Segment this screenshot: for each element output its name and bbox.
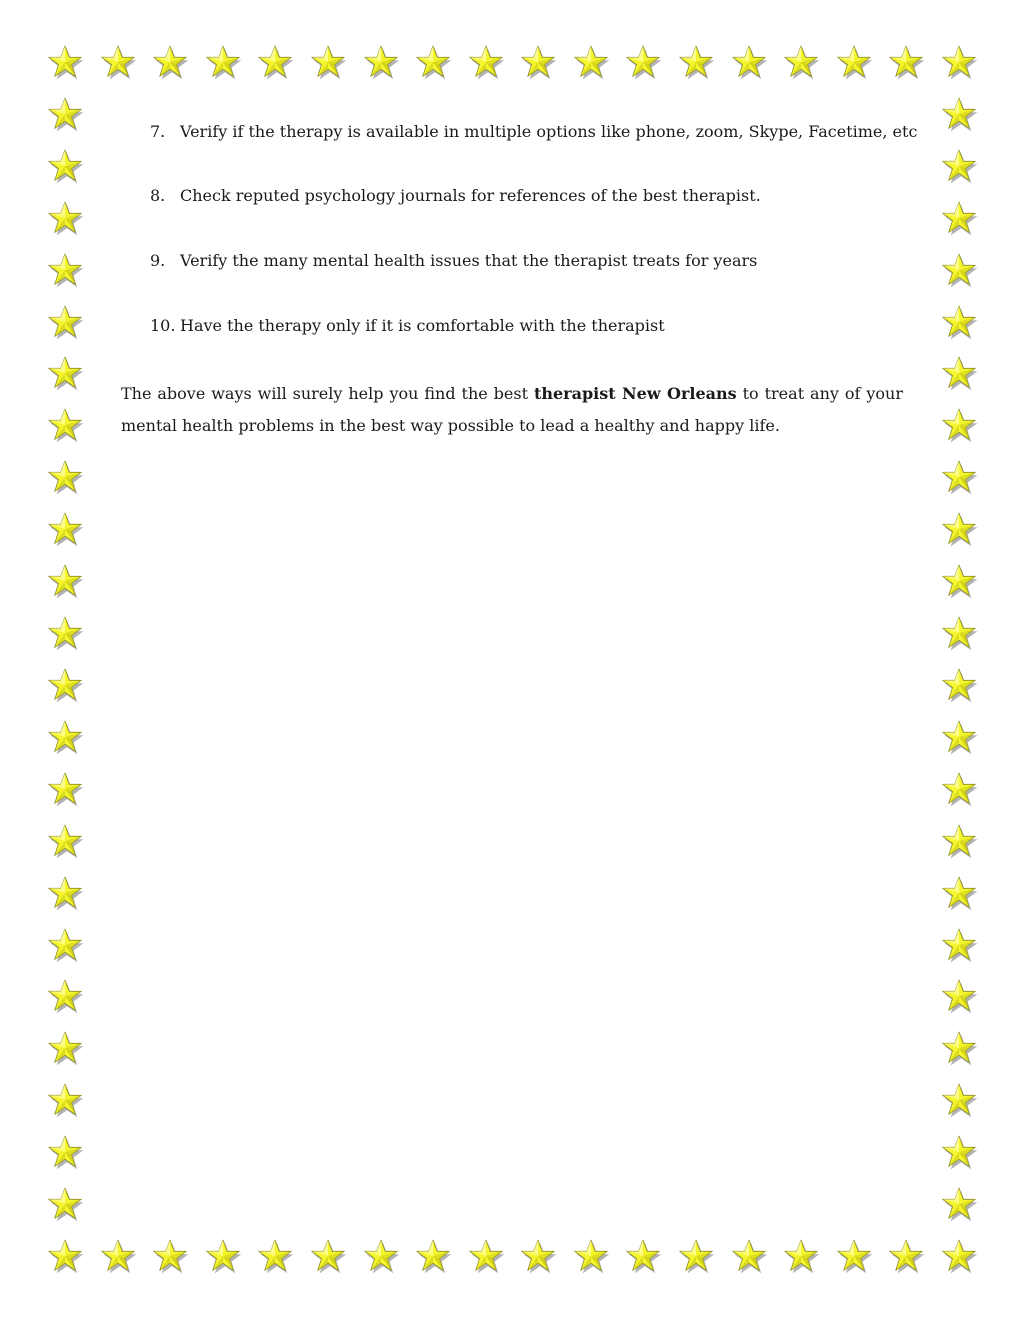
star-icon xyxy=(43,718,87,762)
star-icon xyxy=(727,43,771,87)
star-icon xyxy=(43,458,87,502)
star-icon xyxy=(884,43,928,87)
star-icon xyxy=(832,1237,876,1281)
list-text: Have the therapy only if it is comfortable with the therapist xyxy=(180,316,665,335)
star-icon xyxy=(306,43,350,87)
star-icon xyxy=(148,43,192,87)
star-icon xyxy=(937,926,981,970)
star-icon xyxy=(43,354,87,398)
star-icon xyxy=(43,926,87,970)
star-icon xyxy=(43,770,87,814)
star-icon xyxy=(43,406,87,450)
star-icon xyxy=(937,822,981,866)
star-icon xyxy=(937,1029,981,1073)
star-icon xyxy=(43,147,87,191)
star-icon xyxy=(884,1237,928,1281)
star-icon xyxy=(621,1237,665,1281)
star-icon xyxy=(43,199,87,243)
list-number: 10. xyxy=(150,316,176,335)
paragraph-text-before: The above ways will surely help you find the best xyxy=(121,384,534,403)
star-icon xyxy=(937,614,981,658)
star-icon xyxy=(779,1237,823,1281)
star-icon xyxy=(43,251,87,295)
star-icon xyxy=(937,458,981,502)
star-icon xyxy=(674,1237,718,1281)
list-item xyxy=(150,250,757,272)
star-icon xyxy=(148,1237,192,1281)
star-icon xyxy=(96,43,140,87)
list-text: Check reputed psychology journals for references of the best therapist. xyxy=(180,186,761,205)
star-icon xyxy=(43,95,87,139)
star-icon xyxy=(43,1029,87,1073)
star-icon xyxy=(411,1237,455,1281)
star-icon xyxy=(832,43,876,87)
paragraph-keyword: therapist New Orleans xyxy=(533,384,737,403)
star-icon xyxy=(43,1237,87,1281)
star-icon xyxy=(937,666,981,710)
star-icon xyxy=(937,1133,981,1177)
star-icon xyxy=(306,1237,350,1281)
star-icon xyxy=(43,666,87,710)
star-icon xyxy=(359,1237,403,1281)
star-icon xyxy=(937,1185,981,1229)
star-icon xyxy=(937,1237,981,1281)
star-icon xyxy=(779,43,823,87)
star-icon xyxy=(43,43,87,87)
list-number: 9. xyxy=(150,251,166,270)
star-icon xyxy=(937,251,981,295)
star-icon xyxy=(569,43,613,87)
paragraph-text-after: to treat any of your mental health problems in the best way possible to lead a healthy and happy life. xyxy=(121,384,903,435)
star-icon xyxy=(937,303,981,347)
star-icon xyxy=(937,977,981,1021)
list-item xyxy=(150,185,761,207)
star-icon xyxy=(727,1237,771,1281)
star-icon xyxy=(937,562,981,606)
list-text: Verify the many mental health issues that the therapist treats for years xyxy=(180,251,758,270)
star-icon xyxy=(201,43,245,87)
star-icon xyxy=(43,303,87,347)
star-icon xyxy=(937,510,981,554)
star-icon xyxy=(937,718,981,762)
star-icon xyxy=(937,147,981,191)
star-icon xyxy=(43,1081,87,1125)
star-icon xyxy=(937,43,981,87)
star-icon xyxy=(201,1237,245,1281)
star-icon xyxy=(253,1237,297,1281)
star-icon xyxy=(464,1237,508,1281)
star-icon xyxy=(516,1237,560,1281)
summary-paragraph xyxy=(121,378,903,442)
star-icon xyxy=(43,1133,87,1177)
star-icon xyxy=(516,43,560,87)
star-icon xyxy=(937,95,981,139)
list-item xyxy=(150,315,665,337)
list-number: 7. xyxy=(150,122,166,141)
star-icon xyxy=(43,822,87,866)
star-icon xyxy=(43,614,87,658)
star-icon xyxy=(937,1081,981,1125)
star-icon xyxy=(464,43,508,87)
star-icon xyxy=(253,43,297,87)
star-icon xyxy=(937,770,981,814)
star-icon xyxy=(937,354,981,398)
star-icon xyxy=(43,874,87,918)
star-icon xyxy=(43,1185,87,1229)
star-icon xyxy=(43,510,87,554)
star-icon xyxy=(674,43,718,87)
list-item xyxy=(150,121,917,143)
star-icon xyxy=(937,874,981,918)
star-icon xyxy=(621,43,665,87)
star-icon xyxy=(411,43,455,87)
list-text: Verify if the therapy is available in multiple options like phone, zoom, Skype, Facetime, etc xyxy=(180,122,918,141)
star-icon xyxy=(937,406,981,450)
star-icon xyxy=(43,977,87,1021)
star-icon xyxy=(569,1237,613,1281)
star-icon xyxy=(359,43,403,87)
star-icon xyxy=(937,199,981,243)
star-icon xyxy=(43,562,87,606)
star-icon xyxy=(96,1237,140,1281)
list-number: 8. xyxy=(150,186,166,205)
